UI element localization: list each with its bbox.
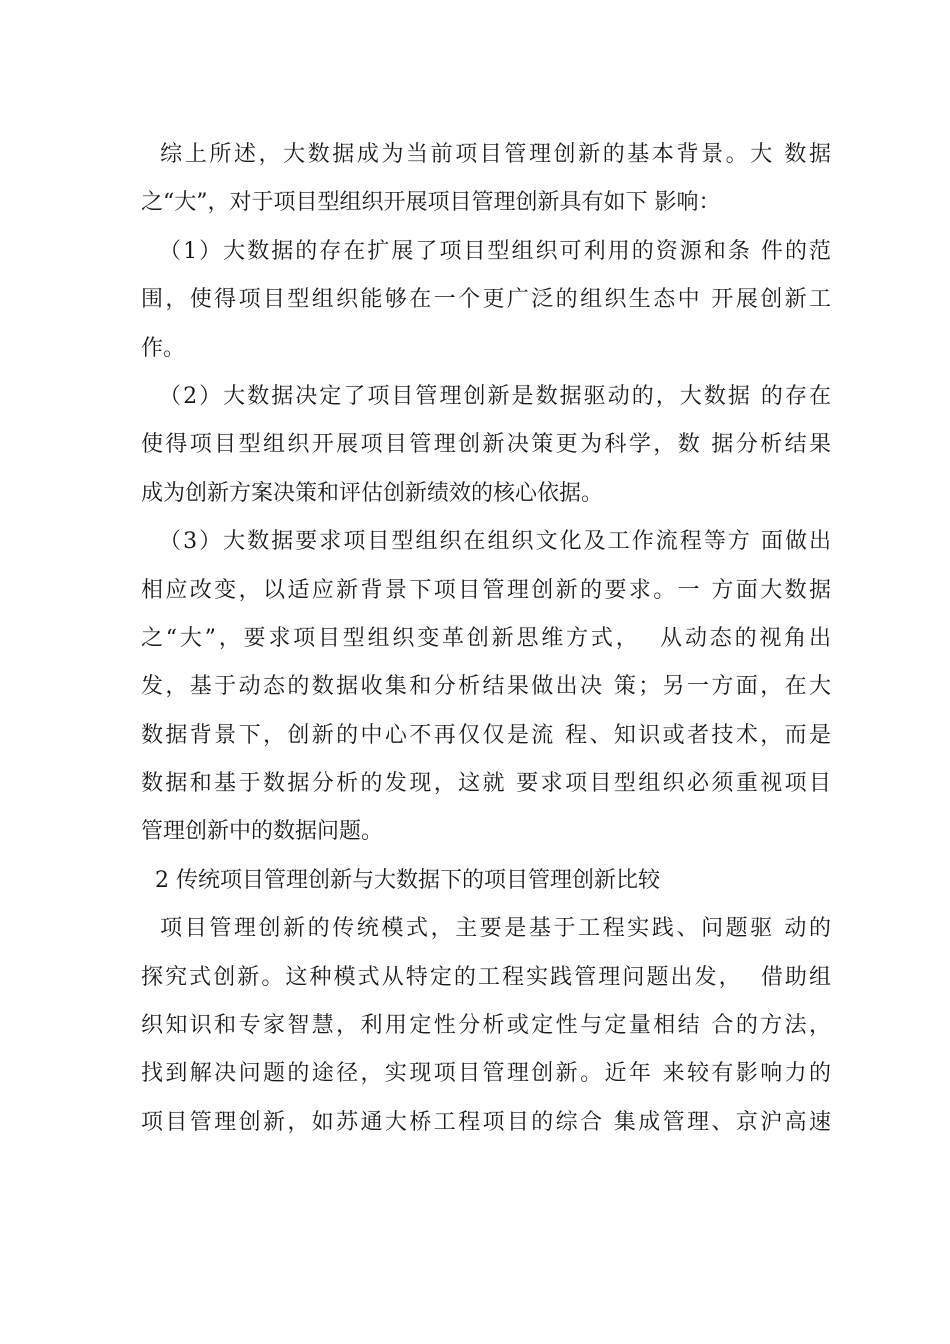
text-line: 使得项目型组织开展项目管理创新决策更为科学，数 据分析结果 (141, 432, 831, 458)
text-line: 综上所述，大数据成为当前项目管理创新的基本背景。大 数据 (141, 142, 831, 167)
text-line: 相应改变，以适应新背景下项目管理创新的要求。一 方面大数据 (141, 577, 831, 603)
text-line: 找到解决问题的途径，实现项目管理创新。近年 来较有影响力的 (141, 1061, 831, 1087)
body-text (141, 131, 831, 1147)
section-heading: 2 传统项目管理创新与大数据下的项目管理创新比较 (141, 867, 660, 893)
text-line: 管理创新中的数据问题。 (141, 819, 384, 845)
text-line: 围，使得项目型组织能够在一个更广泛的组织生态中 开展创新工 (141, 287, 831, 313)
text-line: 数据背景下，创新的中心不再仅仅是流 程、知识或者技术，而是 (141, 722, 831, 748)
text-line: （1）大数据的存在扩展了项目型组织可利用的资源和条 件的范 (141, 238, 831, 264)
text-line: 发，基于动态的数据收集和分析结果做出决 策；另一方面，在大 (141, 674, 831, 700)
text-line: 项目管理创新的传统模式，主要是基于工程实践、问题驱 动的 (141, 916, 831, 942)
text-line: 之“大”，对于项目型组织开展项目管理创新具有如下 影响： (141, 190, 721, 216)
text-line: 之“大”，要求项目型组织变革创新思维方式， 从动态的视角出 (141, 625, 831, 651)
text-line: 织知识和专家智慧，利用定性分析或定性与定量相结 合的方法， (141, 1013, 831, 1039)
text-line: 数据和基于数据分析的发现，这就 要求项目型组织必须重视项目 (141, 771, 831, 797)
text-line: 探究式创新。这种模式从特定的工程实践管理问题出发， 借助组 (141, 964, 831, 990)
text-line: （3）大数据要求项目型组织在组织文化及工作流程等方 面做出 (141, 529, 831, 555)
text-line: 成为创新方案决策和评估创新绩效的核心依据。 (141, 480, 604, 506)
text-line: 项目管理创新，如苏通大桥工程项目的综合 集成管理、京沪高速 (141, 1109, 831, 1135)
text-line: （2）大数据决定了项目管理创新是数据驱动的，大数据 的存在 (141, 383, 831, 409)
text-line: 作。 (141, 335, 186, 361)
